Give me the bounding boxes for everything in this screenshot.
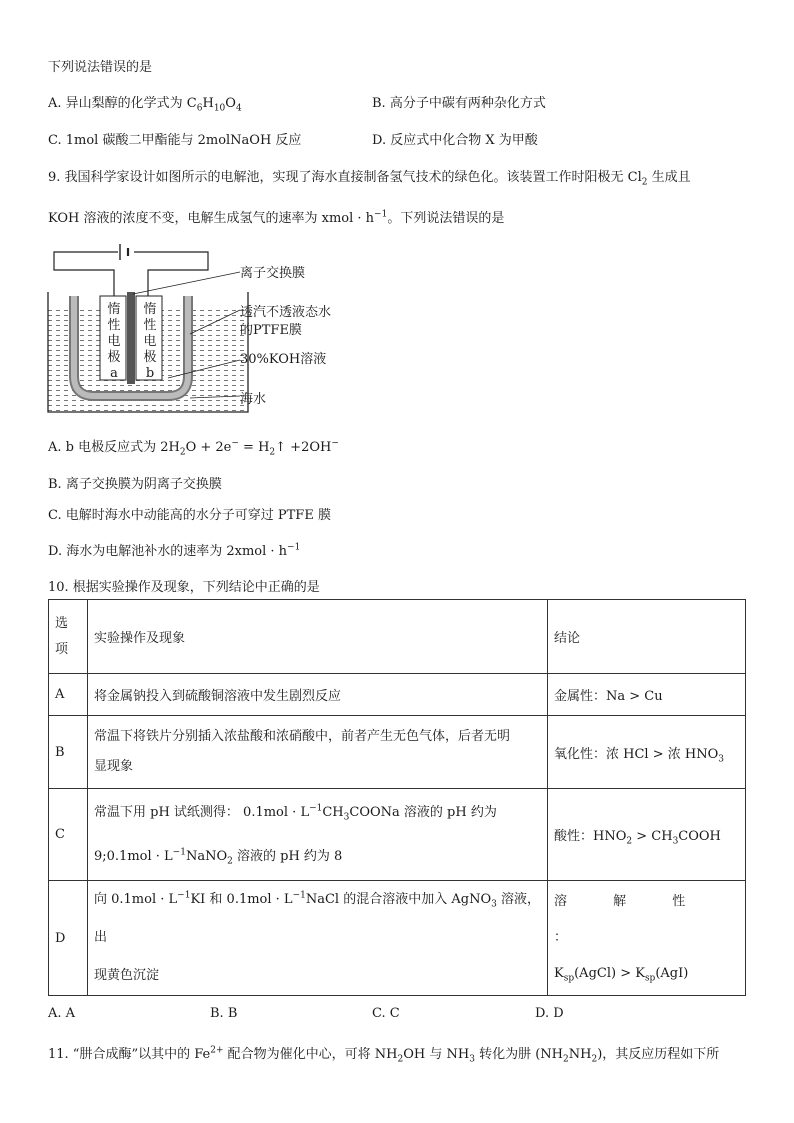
table-header-row <box>49 600 746 674</box>
q9-option-c: C. 电解时海水中动能高的水分子可穿过 PTFE 膜 <box>48 508 331 523</box>
q10-answer-b: B. B <box>210 1006 238 1021</box>
q8-option-c: C. 1mol 碳酸二甲酯能与 2molNaOH 反应 <box>48 133 302 148</box>
q9-option-d: D. 海水为电解池补水的速率为 2xmol · $h^{-1}$ <box>48 542 301 559</box>
label-ptfe-line1: 透汽不透液态水 <box>240 305 332 320</box>
header-operation: 实验操作及现象 <box>88 600 548 674</box>
q9-stem-line2: KOH 溶液的浓度不变，电解生成氢气的速率为 xmol · $h^{-1}$。下列说法错误的是 <box>48 209 505 226</box>
q8-option-a: A. 异山梨醇的化学式为 $C_6H_{10}O_4$ <box>48 96 242 114</box>
wire-right <box>134 252 208 296</box>
row-key: C <box>49 789 88 881</box>
q9-option-a: A. b 电极反应式为 $2H_2O + 2e^-$ = $H_2↑ +2OH^-$ <box>48 438 339 458</box>
q10-answer-a: A. A <box>48 1006 76 1021</box>
header-conclusion: 结论 <box>548 600 746 674</box>
label-ion-exchange-membrane: 离子交换膜 <box>240 266 306 281</box>
row-operation: 将金属钠投入到硫酸铜溶液中发生剧烈反应 <box>88 674 548 716</box>
table-row <box>49 716 746 789</box>
q8-option-d: D. 反应式中化合物 X 为甲酸 <box>372 133 538 148</box>
label-koh-solution: 30%KOH溶液 <box>240 352 327 367</box>
question-intro: 下列说法错误的是 <box>48 60 153 75</box>
q10-stem: 10. 根据实验操作及现象，下列结论中正确的是 <box>48 580 320 595</box>
table-row <box>49 674 746 716</box>
row-conclusion: 酸性：$HNO_2$ > $CH_3COOH$ <box>548 789 746 881</box>
electrode-a-label: 惰 性 电 极 a <box>107 302 121 381</box>
electrode-b-label: 惰 性 电 极 b <box>143 302 157 381</box>
row-operation: 常温下用 pH 试纸测得： $0.1mol \cdot L^{-1}CH_3COONa$ 溶液的 pH 约为 9;0.1mol · $L^{-1}NaNO_2$ 溶液的 pH 约为 8 <box>88 789 548 881</box>
q8-option-b: B. 高分子中碳有两种杂化方式 <box>372 96 546 111</box>
q9-stem-line1: 9. 我国科学家设计如图所示的电解池，实现了海水直接制备氢气技术的绿色化。该装置工作时阳极无 $Cl_2$ 生成且 <box>48 170 691 188</box>
row-conclusion: 溶 解 性 ： $K_{sp}(AgCl) > K_{sp}(AgI)$ <box>548 881 746 996</box>
table-row <box>49 881 746 996</box>
header-option: 选项 <box>49 600 88 674</box>
row-conclusion: 金属性：Na > Cu <box>548 674 746 716</box>
ion-exchange-membrane <box>127 292 135 384</box>
electrolysis-diagram <box>40 238 370 418</box>
row-key: A <box>49 674 88 716</box>
label-seawater: 海水 <box>240 392 267 407</box>
q10-answer-c: C. C <box>372 1006 400 1021</box>
q10-answer-d: D. D <box>535 1006 564 1021</box>
experiment-table <box>48 599 746 996</box>
wire-left <box>54 252 118 296</box>
row-key: B <box>49 716 88 789</box>
label-ptfe-line2: 的PTFE膜 <box>240 323 302 338</box>
row-operation: 常温下将铁片分别插入浓盐酸和浓硝酸中，前者产生无色气体，后者无明 显现象 <box>88 716 548 789</box>
row-key: D <box>49 881 88 996</box>
row-conclusion: 氧化性：浓 HCl > 浓 $HNO_3$ <box>548 716 746 789</box>
row-operation: 向 $0.1mol \cdot L^{-1}KI$ 和 $0.1mol \cdot L^{-1}NaCl$ 的混合溶液中加入 AgNO$_3$ 溶液，出 现黄色沉淀 <box>88 881 548 996</box>
table-row <box>49 789 746 881</box>
q9-option-b: B. 离子交换膜为阴离子交换膜 <box>48 477 222 492</box>
q11-stem: 11. “肼合成酶”以其中的 $Fe^{2+}$ 配合物为催化中心，可将 $NH_2OH$ 与 $NH_3$ 转化为肼 $(NH_2NH_2)$，其反应历程如下所 <box>48 1045 720 1065</box>
